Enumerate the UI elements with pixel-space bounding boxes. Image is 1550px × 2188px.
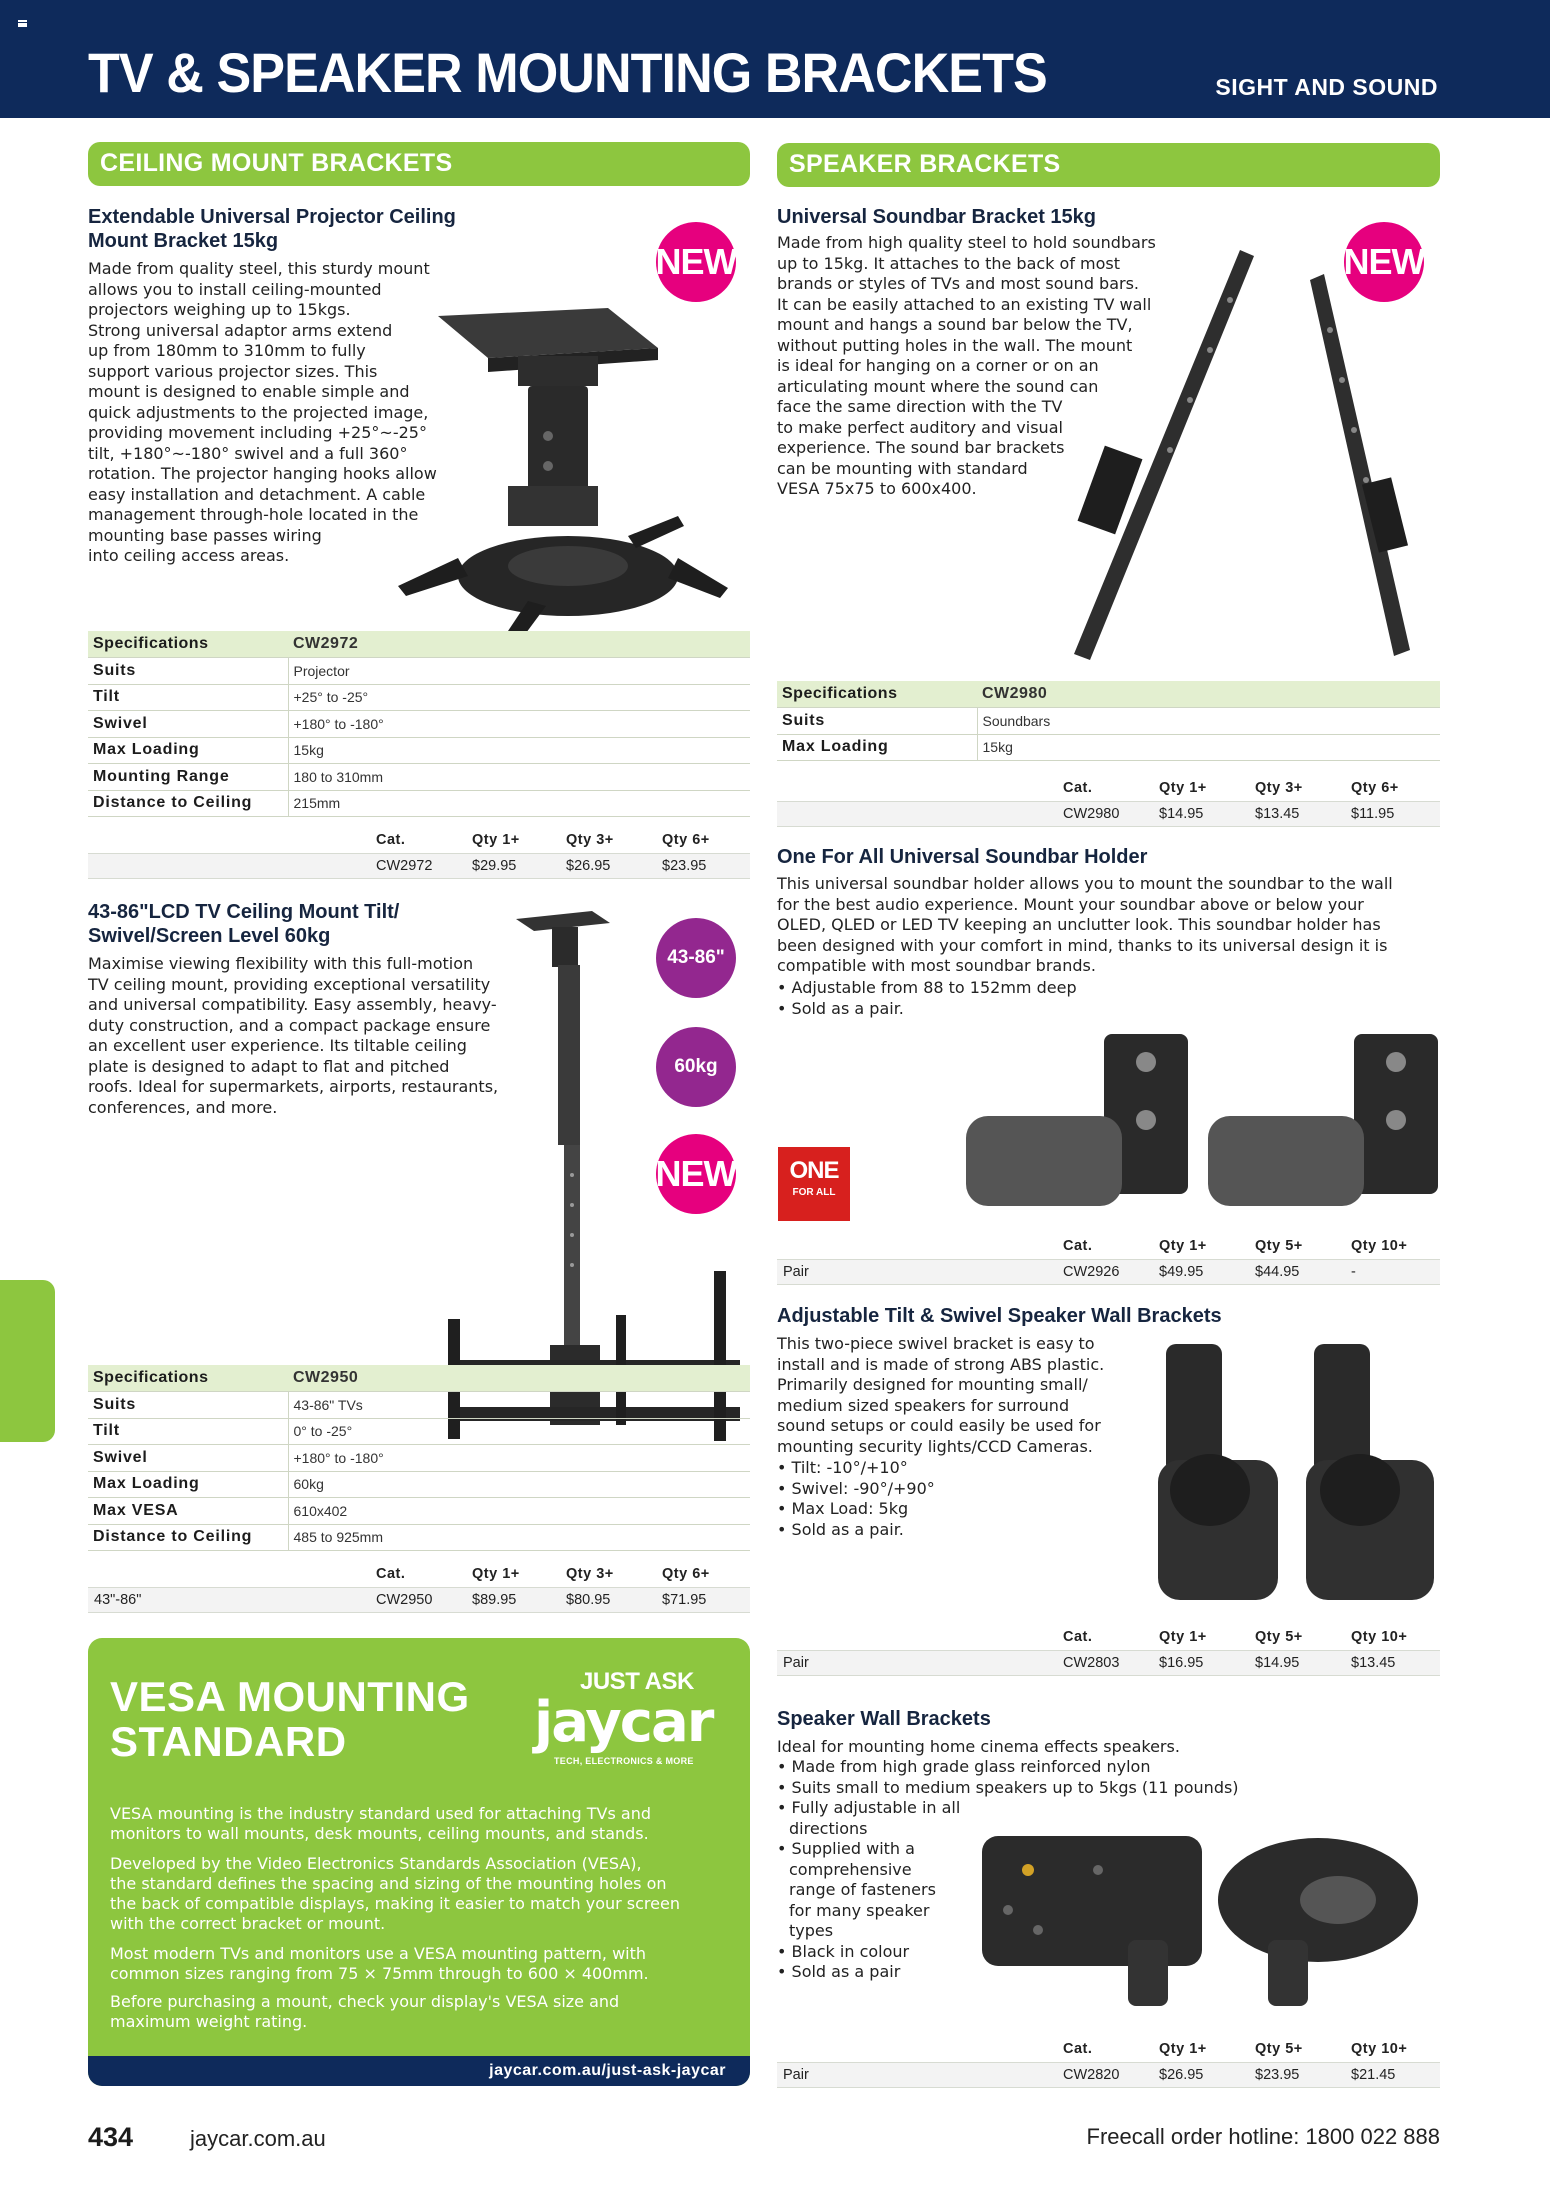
price-cell: $13.45: [1351, 1650, 1440, 1675]
text-line: plate is designed to adapt to flat and pitched: [88, 1056, 450, 1076]
speaker-heading: SPEAKER BRACKETS: [777, 143, 1440, 187]
price-cell: [777, 1234, 1063, 1259]
text-line: Before purchasing a mount, check your display's VESA size and: [110, 1992, 620, 2011]
vesa-paragraph: [110, 1944, 730, 1984]
wall-bracket-title: Speaker Wall Brackets: [777, 1708, 991, 1730]
price-row: [777, 801, 1440, 826]
soundbar-holder-description: [777, 874, 1440, 977]
spec-row: [88, 737, 750, 764]
soundbar-bracket-spec-table: [777, 681, 1440, 761]
spec-key: Suits: [777, 708, 977, 735]
price-cell: $13.45: [1255, 801, 1351, 826]
price-cell: 43"-86": [88, 1587, 376, 1612]
spec-row: [88, 790, 750, 817]
text-line: the back of compatible displays, making it easier to match your screen: [110, 1894, 680, 1913]
soundbar-bracket-image: [1030, 240, 1440, 670]
spec-row: [88, 711, 750, 738]
spec-key: Specifications: [88, 1365, 288, 1392]
new-badge: NEW: [1344, 222, 1424, 302]
bullet-item: • Sold as a pair.: [777, 999, 1377, 1020]
bullet-item: • Adjustable from 88 to 152mm deep: [777, 978, 1377, 999]
text-line: to make perfect auditory and visual: [777, 417, 1063, 437]
text-line: Most modern TVs and monitors use a VESA mounting pattern, with: [110, 1944, 647, 1963]
bullet-item: • Supplied with a: [777, 1839, 977, 1860]
tilt-swivel-description: [777, 1334, 1157, 1457]
price-cell: $14.95: [1159, 801, 1255, 826]
menu-icon[interactable]: [18, 20, 27, 27]
price-cell: $26.95: [1159, 2062, 1255, 2087]
price-cell: Qty 1+: [472, 1562, 566, 1587]
text-line: maximum weight rating.: [110, 2012, 308, 2031]
tv-mount-spec-table: [88, 1365, 750, 1551]
projector-price-table: [88, 828, 750, 879]
tv-mount-price-table: [88, 1562, 750, 1613]
spec-key: Max VESA: [88, 1498, 288, 1525]
text-line: duty construction, and a compact package ensure: [88, 1015, 491, 1035]
spec-row: [88, 684, 750, 711]
text-line: support various projector sizes. This: [88, 361, 378, 381]
bullet-item: range of fasteners: [789, 1880, 936, 1899]
spec-row: [88, 1524, 750, 1551]
text-line: been designed with your comfort in mind, thanks to its universal design it is: [777, 935, 1388, 955]
price-cell: $11.95: [1351, 801, 1440, 826]
text-line: providing movement including +25°~-25°: [88, 423, 427, 442]
soundbar-holder-image: [962, 1030, 1442, 1210]
soundbar-holder-bullets: [777, 978, 1377, 1019]
text-line: management through-hole located in the: [88, 505, 419, 524]
spec-row: [88, 1392, 750, 1419]
text-line: an excellent user experience. Its tiltable ceiling: [88, 1036, 467, 1055]
text-line: Developed by the Video Electronics Standards Association (VESA),: [110, 1854, 642, 1873]
bullet-item: • Black in colour: [777, 1942, 977, 1963]
price-cell: $80.95: [566, 1587, 662, 1612]
order-hotline: Freecall order hotline: 1800 022 888: [1086, 2124, 1440, 2149]
spec-key: Mounting Range: [88, 764, 288, 791]
spec-value: CW2950: [288, 1365, 750, 1392]
price-cell: $29.95: [472, 853, 566, 878]
price-cell: Qty 1+: [1159, 1625, 1255, 1650]
price-cell: [88, 1562, 376, 1587]
spec-value: CW2972: [288, 631, 750, 658]
price-cell: Qty 6+: [662, 828, 750, 853]
text-line: VESA 75x75 to 600x400.: [777, 479, 977, 498]
spec-value: 0° to -25°: [288, 1418, 750, 1445]
vesa-paragraph: [110, 1854, 730, 1934]
vesa-info-box: [88, 1638, 750, 2086]
price-row: [777, 1259, 1440, 1284]
just-ask-jaycar-link[interactable]: jaycar.com.au/just-ask-jaycar: [88, 2056, 750, 2086]
wall-bracket-description: Ideal for mounting home cinema effects speakers.: [777, 1737, 1180, 1756]
spec-value: CW2980: [977, 681, 1440, 708]
price-cell: Pair: [777, 1259, 1063, 1284]
price-cell: Qty 6+: [1351, 776, 1440, 801]
price-cell: Cat.: [1063, 2037, 1159, 2062]
title-line: VESA MOUNTING: [110, 1673, 470, 1720]
spec-key: Specifications: [777, 681, 977, 708]
price-header-row: [777, 2037, 1440, 2062]
spec-row: [88, 1471, 750, 1498]
spec-row: [88, 1498, 750, 1525]
text-line: tilt, +180°~-180° swivel and a full 360°: [88, 443, 408, 463]
spec-key: Swivel: [88, 711, 288, 738]
spec-key: Tilt: [88, 1418, 288, 1445]
text-line: Maximise viewing flexibility with this full-motion: [88, 954, 474, 973]
text-line: This two-piece swivel bracket is easy to: [777, 1334, 1095, 1353]
spec-value: +180° to -180°: [288, 1445, 750, 1472]
price-cell: Qty 1+: [1159, 1234, 1255, 1259]
price-row: [88, 853, 750, 878]
price-cell: CW2972: [376, 853, 472, 878]
tv-ceiling-mount-image: [440, 905, 740, 1445]
spec-row: [88, 658, 750, 685]
text-line: experience. The sound bar brackets: [777, 438, 1065, 457]
price-cell: $23.95: [1255, 2062, 1351, 2087]
spec-value: 43-86" TVs: [288, 1392, 750, 1419]
text-line: face the same direction with the TV: [777, 397, 1063, 416]
price-header-row: [88, 1562, 750, 1587]
price-cell: Qty 6+: [662, 1562, 750, 1587]
text-line: quick adjustments to the projected image,: [88, 402, 429, 422]
side-tab[interactable]: [0, 1280, 55, 1442]
page-title: TV & SPEAKER MOUNTING BRACKETS: [88, 41, 1047, 104]
speaker-wall-bracket-image: [978, 1830, 1440, 2010]
tilt-swivel-title: Adjustable Tilt & Swivel Speaker Wall Brackets: [777, 1305, 1222, 1327]
text-line: brands or styles of TVs and most sound bars.: [777, 274, 1140, 293]
text-line: articulating mount where the sound can: [777, 376, 1099, 396]
price-cell: Qty 5+: [1255, 2037, 1351, 2062]
jaycar-logo: jaycar: [534, 1690, 713, 1755]
title-line: 43-86"LCD TV Ceiling Mount Tilt/: [88, 901, 400, 923]
price-cell: $44.95: [1255, 1259, 1351, 1284]
tilt-swivel-price-table: [777, 1625, 1440, 1676]
price-cell: CW2950: [376, 1587, 472, 1612]
price-cell: Cat.: [1063, 776, 1159, 801]
price-cell: Qty 1+: [472, 828, 566, 853]
price-cell: Qty 10+: [1351, 1234, 1440, 1259]
title-line: Extendable Universal Projector Ceiling: [88, 206, 456, 228]
price-cell: [777, 801, 1063, 826]
tilt-swivel-bullets: [777, 1458, 1137, 1540]
spec-row: [777, 734, 1440, 761]
text-line: rotation. The projector hanging hooks allow: [88, 464, 437, 483]
spec-value: 15kg: [288, 737, 750, 764]
text-line: with the correct bracket or mount.: [110, 1914, 386, 1933]
price-cell: $14.95: [1255, 1650, 1351, 1675]
bullet-item: • Sold as a pair.: [777, 1520, 1137, 1541]
text-line: compatible with most soundbar brands.: [777, 956, 1096, 975]
vesa-title: [110, 1674, 470, 1764]
text-line: VESA mounting is the industry standard used for attaching TVs and: [110, 1804, 651, 1823]
price-cell: [88, 853, 376, 878]
tilt-swivel-bracket-image: [1150, 1340, 1440, 1605]
text-line: up from 180mm to 310mm to fully: [88, 341, 366, 360]
bullet-item: types: [789, 1921, 834, 1940]
spec-value: 485 to 925mm: [288, 1524, 750, 1551]
text-line: mount is designed to enable simple and: [88, 382, 410, 401]
logo-text: FOR ALL: [792, 1187, 836, 1198]
price-cell: $16.95: [1159, 1650, 1255, 1675]
text-line: mounting security lights/CCD Cameras.: [777, 1436, 1093, 1456]
spec-key: Max Loading: [777, 734, 977, 761]
text-line: allows you to install ceiling-mounted: [88, 279, 382, 299]
price-cell: CW2803: [1063, 1650, 1159, 1675]
bullet-item: • Sold as a pair: [777, 1962, 977, 1983]
spec-header-row: [88, 631, 750, 658]
tv-mount-title: [88, 900, 399, 948]
price-cell: $23.95: [662, 853, 750, 878]
soundbar-holder-title: One For All Universal Soundbar Holder: [777, 846, 1148, 868]
bullet-item: comprehensive: [789, 1859, 912, 1879]
price-cell: Cat.: [376, 828, 472, 853]
spec-header-row: [88, 1365, 750, 1392]
price-cell: Cat.: [1063, 1234, 1159, 1259]
new-badge: NEW: [656, 1134, 736, 1214]
projector-title: [88, 205, 456, 253]
text-line: This universal soundbar holder allows you to mount the soundbar to the wall: [777, 874, 1393, 893]
spec-key: Max Loading: [88, 737, 288, 764]
spec-value: Projector: [288, 658, 750, 685]
price-cell: [88, 828, 376, 853]
spec-value: +25° to -25°: [288, 684, 750, 711]
projector-mount-image: [378, 296, 750, 656]
bullet-item: • Swivel: -90°/+90°: [777, 1479, 1137, 1500]
spec-value: 610x402: [288, 1498, 750, 1525]
spec-value: 60kg: [288, 1471, 750, 1498]
projector-spec-table: [88, 631, 750, 817]
vesa-paragraph: [110, 1804, 730, 1844]
price-cell: -: [1351, 1259, 1440, 1284]
page-number: 434: [88, 2122, 134, 2152]
price-cell: CW2820: [1063, 2062, 1159, 2087]
one-for-all-logo: [778, 1147, 850, 1221]
new-badge: NEW: [656, 222, 736, 302]
wall-bracket-price-table: [777, 2037, 1440, 2088]
spec-key: Suits: [88, 1392, 288, 1419]
text-line: roofs. Ideal for supermarkets, airports, restaurants,: [88, 1077, 499, 1096]
soundbar-bracket-title: Universal Soundbar Bracket 15kg: [777, 206, 1097, 228]
weight-badge: 60kg: [656, 1027, 736, 1107]
price-cell: Cat.: [376, 1562, 472, 1587]
bullet-item: • Suits small to medium speakers up to 5kgs (11 pounds): [777, 1778, 1437, 1799]
text-line: mounting base passes wiring: [88, 525, 322, 545]
spec-value: +180° to -180°: [288, 711, 750, 738]
text-line: common sizes ranging from 75 × 75mm through to 600 × 400mm.: [110, 1964, 649, 1983]
soundbar-bracket-price-table: [777, 776, 1440, 827]
price-header-row: [777, 776, 1440, 801]
wall-bracket-bullets: [777, 1757, 1437, 1798]
price-cell: Qty 3+: [566, 1562, 662, 1587]
title-line: Mount Bracket 15kg: [88, 230, 279, 252]
spec-key: Distance to Ceiling: [88, 790, 288, 817]
spec-value: 215mm: [288, 790, 750, 817]
title-line: STANDARD: [110, 1718, 347, 1765]
text-line: easy installation and detachment. A cable: [88, 484, 426, 504]
text-line: mount and hangs a sound bar below the TV,: [777, 315, 1133, 334]
price-cell: [777, 776, 1063, 801]
price-cell: CW2926: [1063, 1259, 1159, 1284]
price-row: [777, 1650, 1440, 1675]
price-cell: Qty 10+: [1351, 2037, 1440, 2062]
text-line: and universal compatibility. Easy assembly, heavy-: [88, 995, 497, 1014]
spec-value: 15kg: [977, 734, 1440, 761]
size-badge: 43-86": [656, 918, 736, 998]
text-line: the standard defines the spacing and sizing of the mounting holes on: [110, 1874, 667, 1893]
text-line: Strong universal adaptor arms extend: [88, 320, 393, 340]
page-header: [0, 0, 1550, 118]
price-cell: Cat.: [1063, 1625, 1159, 1650]
text-line: install and is made of strong ABS plastic.: [777, 1354, 1105, 1374]
spec-key: Specifications: [88, 631, 288, 658]
text-line: projectors weighing up to 15kgs.: [88, 300, 351, 319]
price-cell: [777, 1625, 1063, 1650]
price-row: [777, 2062, 1440, 2087]
text-line: Made from high quality steel to hold soundbars: [777, 233, 1156, 252]
price-cell: Qty 1+: [1159, 776, 1255, 801]
spec-key: Tilt: [88, 684, 288, 711]
title-line: Swivel/Screen Level 60kg: [88, 925, 331, 947]
text-line: can be mounting with standard: [777, 458, 1028, 478]
spec-key: Suits: [88, 658, 288, 685]
bullet-item: • Tilt: -10°/+10°: [777, 1458, 1137, 1479]
bullet-item: • Fully adjustable in all: [777, 1798, 977, 1819]
bullet-item: • Max Load: 5kg: [777, 1499, 1137, 1520]
price-header-row: [777, 1625, 1440, 1650]
site-link[interactable]: jaycar.com.au: [190, 2126, 326, 2151]
price-cell: $26.95: [566, 853, 662, 878]
price-cell: Qty 3+: [1255, 776, 1351, 801]
price-cell: CW2980: [1063, 801, 1159, 826]
price-cell: Qty 3+: [566, 828, 662, 853]
spec-key: Max Loading: [88, 1471, 288, 1498]
text-line: for the best audio experience. Mount your soundbar above or below your: [777, 894, 1364, 914]
price-cell: Qty 10+: [1351, 1625, 1440, 1650]
price-row: [88, 1587, 750, 1612]
ceiling-heading: CEILING MOUNT BRACKETS: [88, 142, 750, 186]
price-cell: Qty 5+: [1255, 1625, 1351, 1650]
soundbar-holder-price-table: [777, 1234, 1440, 1285]
section-label: SIGHT AND SOUND: [1215, 74, 1438, 100]
text-line: OLED, QLED or LED TV keeping an unclutter look. This soundbar holder has: [777, 915, 1381, 934]
text-line: Primarily designed for mounting small/: [777, 1375, 1088, 1394]
spec-value: 180 to 310mm: [288, 764, 750, 791]
price-cell: $71.95: [662, 1587, 750, 1612]
text-line: up to 15kg. It attaches to the back of most: [777, 253, 1121, 273]
jaycar-tagline: TECH, ELECTRONICS & MORE: [554, 1756, 694, 1766]
spec-key: Distance to Ceiling: [88, 1524, 288, 1551]
text-line: sound setups or could easily be used for: [777, 1416, 1101, 1435]
price-cell: $89.95: [472, 1587, 566, 1612]
price-cell: Qty 1+: [1159, 2037, 1255, 2062]
text-line: is ideal for hanging on a corner or on an: [777, 356, 1099, 375]
logo-text: ONE: [789, 1157, 839, 1184]
price-cell: $21.45: [1351, 2062, 1440, 2087]
price-cell: [777, 2037, 1063, 2062]
text-line: into ceiling access areas.: [88, 546, 290, 565]
spec-row: [88, 1418, 750, 1445]
spec-row: [777, 708, 1440, 735]
text-line: medium sized speakers for surround: [777, 1395, 1070, 1415]
text-line: It can be easily attached to an existing TV wall: [777, 294, 1152, 314]
price-cell: Pair: [777, 1650, 1063, 1675]
spec-header-row: [777, 681, 1440, 708]
text-line: TV ceiling mount, providing exceptional versatility: [88, 974, 491, 994]
bullet-item: • Made from high grade glass reinforced nylon: [777, 1757, 1437, 1778]
spec-row: [88, 764, 750, 791]
text-line: Made from quality steel, this sturdy mount: [88, 259, 430, 278]
price-header-row: [777, 1234, 1440, 1259]
vesa-paragraph: [110, 1992, 730, 2032]
text-line: conferences, and more.: [88, 1097, 278, 1117]
bullet-item: for many speaker: [789, 1900, 930, 1920]
price-cell: Pair: [777, 2062, 1063, 2087]
spec-value: Soundbars: [977, 708, 1440, 735]
spec-key: Swivel: [88, 1445, 288, 1472]
wall-bracket-bullets-detail: [777, 1798, 977, 1983]
just-ask-text: JUST ASK: [580, 1668, 694, 1695]
text-line: monitors to wall mounts, desk mounts, ceiling mounts, and stands.: [110, 1824, 649, 1843]
price-cell: $49.95: [1159, 1259, 1255, 1284]
price-cell: Qty 5+: [1255, 1234, 1351, 1259]
spec-row: [88, 1445, 750, 1472]
bullet-item: directions: [789, 1818, 868, 1838]
text-line: without putting holes in the wall. The mount: [777, 335, 1133, 355]
price-header-row: [88, 828, 750, 853]
